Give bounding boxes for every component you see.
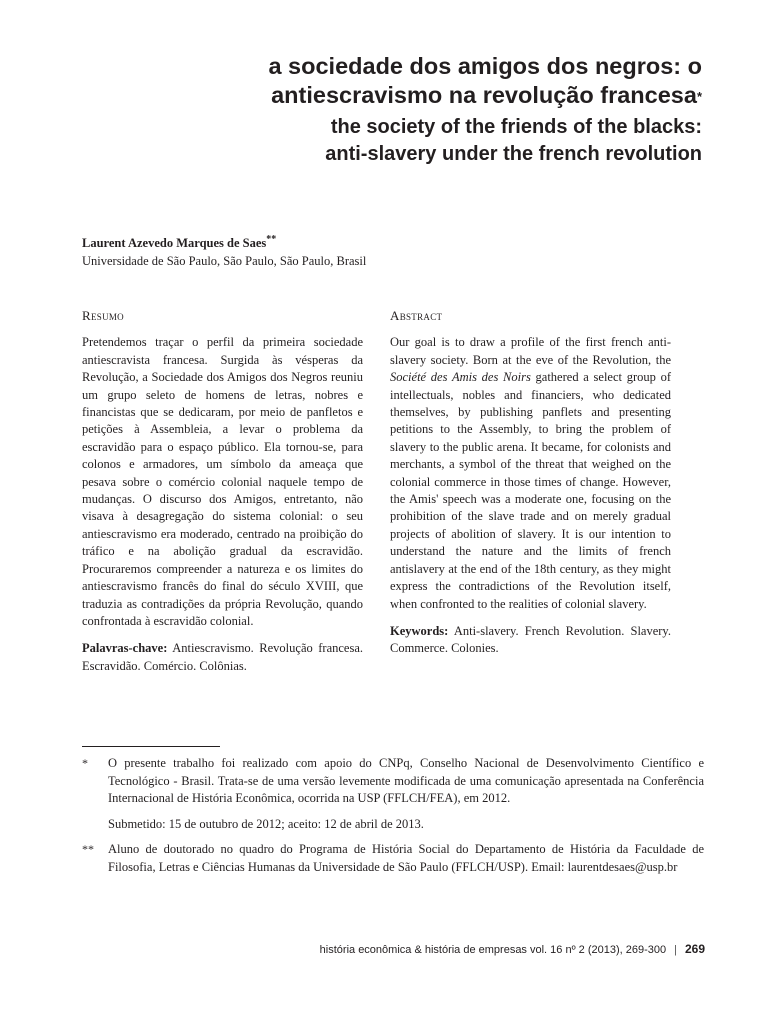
resumo-keywords-text: Antiescravismo. Revolução francesa. Escravidão. Comércio. Colônias.: [82, 641, 363, 673]
abstract-body-start: Our goal is to draw a profile of the first french anti-slavery society. Born at the eve of the Revolution, the: [390, 335, 671, 367]
abstract-keywords-text: Anti-slavery. French Revolution. Slavery. Commerce. Colonies.: [390, 623, 671, 656]
title-portuguese-line-1: a sociedade dos amigos dos negros: o: [268, 53, 702, 79]
footnote-2-mark: **: [82, 842, 94, 856]
title-footnote-mark: *: [696, 89, 702, 104]
abstract-column: [390, 307, 671, 670]
title-portuguese-line-2-text: antiescravismo na revolução francesa: [271, 82, 697, 108]
resumo-body: Pretendemos traçar o perfil da primeira sociedade antiescravista francesa. Surgida às vésperas da Revolução, a Sociedade dos Amigos dos Negros reuniu um grupo seleto de homens de letras, nobres e financistas que se dedicaram, por meio de panfletos e petições à Assembleia, a levar o problema da escravidão para o espaço público. Ela tornou-se, para colonos e armadores, um símbolo da ameaça que pesava sobre o comércio colonial naquele tempo de mudanças. O discurso dos Amigos, entretanto, não visava à desagregação do sistema colonial: o seu antiescravismo era moderado, centrado na proibição do tráfico e na abolição gradual da escravidão. Procuraremos compreender a natureza e os limites do antiescravismo francês do final do século XVIII, que traduzia as contradições da própria Revolução, quando confrontada à escravidão colonial.: [82, 335, 363, 628]
submission-dates: Submetido: 15 de outubro de 2012; aceito: 12 de abril de 2013.: [108, 816, 424, 831]
footnotes: [82, 745, 704, 876]
footnote-2-text: Aluno de doutorado no quadro do Programa de História Social do Departamento de História da Faculdade de Filosofia, Letras e Ciências Humanas da Universidade de São Paulo (FFLCH/USP). Email: laurentdesaes@usp.br: [108, 842, 704, 874]
resumo-keywords-label: Palavras-chave:: [82, 641, 168, 656]
footnote-1-text: O presente trabalho foi realizado com apoio do CNPq, Conselho Nacional de Desenvolvimento Científico e Tecnológico - Brasil. Trata-se de uma versão levemente modificada de uma comunicação apresentada na Conferência Internacional de História Econômica, ocorrida na USP (FFLCH/FEA), em 2012.: [108, 756, 704, 805]
abstract-keywords-label: Keywords:: [390, 623, 449, 638]
abstract-body-italic: Société des Amis des Noirs: [390, 370, 531, 385]
abstract-body-end: gathered a select group of intellectuals, nobles and financiers, who dedicated themselves, by publishing panflets and presenting petitions to the Assembly, to bring the problem of slavery to the public arena. It became, for colonists and merchants, a symbol of the threat that weighed on the colonial commerce in those times of change. However, the Amis' speech was a moderate one, focusing on the prohibition of the slave trade and on merely gradual projects of abolition of slavery. It is our intention to understand the nature and the limits of french antislavery at the end of the 18th century, as they might express the contradictions of the Revolution itself, when confronted to the realities of colonial slavery.: [390, 370, 671, 611]
title-english-line-2: anti-slavery under the french revolution: [325, 143, 702, 165]
footnote-2: [82, 841, 704, 876]
title-portuguese-line-2: [0, 81, 702, 110]
abstract-heading: Abstract: [390, 308, 443, 323]
abstract-keywords: [390, 623, 671, 658]
author-footnote-mark: **: [266, 234, 277, 245]
author-name-text: Laurent Azevedo Marques de Saes: [82, 236, 267, 251]
abstract-body: [390, 334, 671, 613]
footer-separator: |: [674, 944, 677, 956]
page-number: 269: [684, 942, 705, 956]
title-english-line-1: the society of the friends of the blacks:: [330, 116, 702, 138]
footnote-1-mark: *: [82, 756, 88, 770]
author-affiliation: Universidade de São Paulo, São Paulo, São Paulo, Brasil: [82, 254, 367, 269]
author-name: [82, 231, 366, 252]
journal-citation: história econômica & história de empresas vol. 16 nº 2 (2013), 269-300: [319, 944, 667, 956]
resumo-heading: Resumo: [82, 308, 124, 323]
title-block: [0, 52, 702, 168]
resumo-column: [82, 307, 363, 688]
footnote-1: [82, 755, 704, 808]
author-block: [82, 231, 366, 270]
resumo-keywords: [82, 640, 363, 675]
page-footer: [320, 942, 705, 956]
